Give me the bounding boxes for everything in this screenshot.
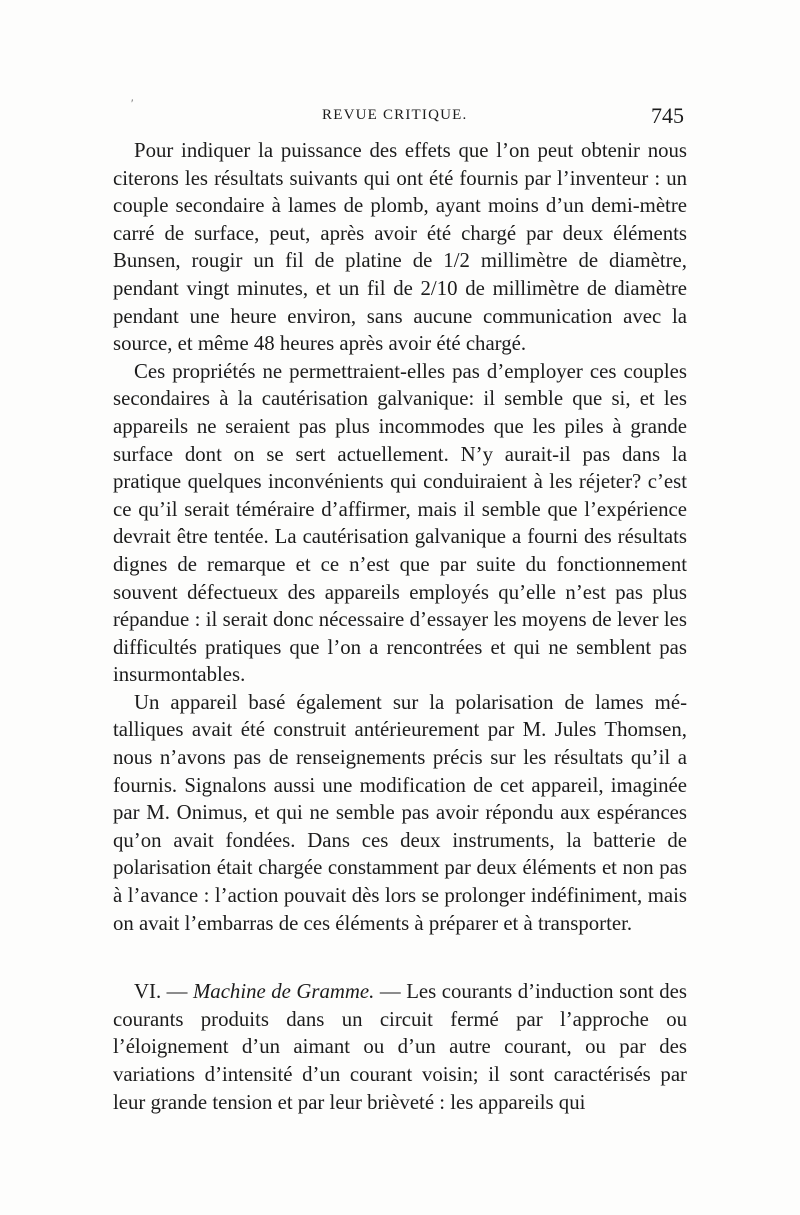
section-dash: — — [374, 980, 407, 1004]
stray-print-mark: ′ — [131, 96, 134, 110]
paragraph-thomsen-apparatus: Un appareil basé également sur la polarisation de lames métalliques avait été construit antérieurement par M. Jules Thomsen, nous n’avons pas de renseignements précis sur les résultats qu’il a fournis. Signalons aussi une modification de cet appareil, imaginée par M. Onimus, et qui ne semble pas avoir répondu aux espérances qu’on avait fondées. Dans ces deux instruments, la batterie de polarisation était chargée constamment par deux éléments et non pas à l’avance : l’action pouvait dès lors se prolonger indéfiniment, mais on avait l’embarras de ces éléments à préparer et à transporter. — [113, 690, 687, 935]
paragraph-cautery-results: Pour indiquer la puissance des effets que l’on peut obtenir nous citerons les résultats suivants qui ont été fournis par l’inventeur : un couple secondaire à lames de plomb, ayant moins d’un demi-mètre carré de surface, peut, après avoir été chargé par deux éléments Bunsen, rougir un fil de platine de 1/2 millimètre de diamètre, pendant vingt minutes, et un fil de 2/10 de millimètre de diamètre pendant une heure environ, sans aucune communication avec la source, et même 48 heures après avoir été chargé. — [113, 139, 687, 356]
section-vi-paragraph — [113, 978, 687, 1116]
paragraph-galvanic-cautery: Ces propriétés ne permettraient-elles pas d’employer ces couples secondaires à la cautérisation galvanique: il semble que si, et les appareils ne seraient pas plus incommodes que les piles à grande surface dont on se sert actuellement. N’y aurait-il pas dans la pratique quelques inconvénients qui conduiraient à les réjeter? c’est ce qu’il serait téméraire d’affirmer, mais il semble que l’expérience devrait être tentée. La cautérisation galvanique a fourni des résultats dignes de remarque et ce n’est que par suite du fonctionnement souvent défectueux des appareils employés qu’elle n’est pas plus répandue : il serait donc nécessaire d’essayer les moyens de lever les difficultés pratiques que l’on a rencontrées et qui ne semblent pas insurmontables. — [113, 359, 687, 687]
running-title: REVUE CRITIQUE. — [322, 107, 468, 123]
section-text: Les courants d’induction sont des courants produits dans un circuit fermé par l’approche ou l’éloignement d’un aimant ou d’un autre courant, ou par des variations d’intensité d’un courant voisin; il sont caractérisés par leur grande tension et par leur brièveté : les appareils qui — [113, 980, 687, 1114]
page-number: 745 — [651, 103, 684, 128]
running-header — [112, 103, 686, 133]
body-text — [113, 137, 687, 1116]
section-number: VI. — — [134, 980, 193, 1004]
section-spacer — [113, 937, 687, 978]
section-title: Machine de Gramme. — [192, 980, 375, 1004]
